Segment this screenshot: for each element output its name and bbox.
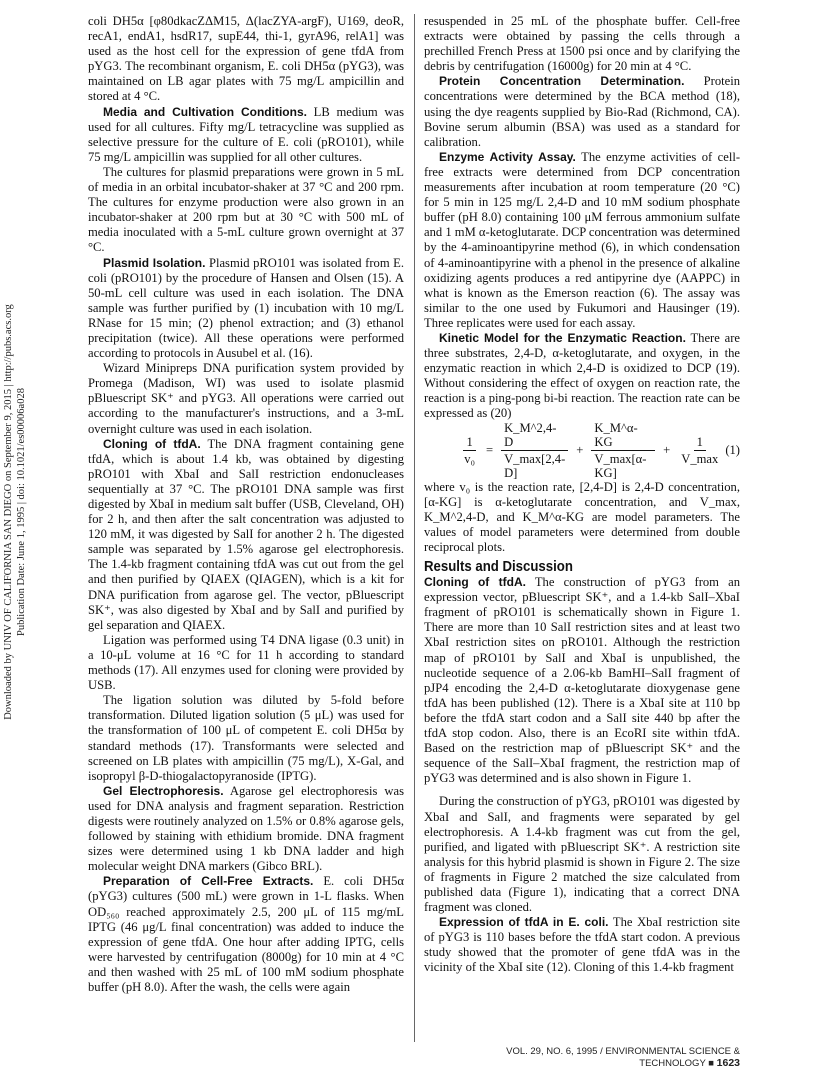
subheading-kinetic: Kinetic Model for the Enzymatic Reaction. — [439, 330, 686, 345]
subheading-enzyme: Enzyme Activity Assay. — [439, 149, 576, 164]
right-column — [424, 14, 740, 976]
numerator: K_M^α-KG — [591, 421, 655, 451]
paragraph-ligation: Ligation was performed using T4 DNA ligase (0.3 unit) in a 10-μL volume at 16 °C for 11 h according to standard methods (17). All enzymes used for cloning were provided by USB. — [88, 632, 404, 693]
equation-1: $\frac{1}{\text{v₀}}$ = $\frac{K\_M\^{}2,4-D}{V\_\max[2,4-D]}$ + $\frac{K\_M\^{}\alpha-KG}{V\_\max[\alpha-KG]}$ + $\frac{1}{V\_\max}$ (1) — [424, 428, 740, 474]
page-footer — [460, 1046, 740, 1069]
denominator: V_max[α-KG] — [594, 452, 647, 481]
subheading-gel: Gel Electrophoresis. — [103, 783, 224, 798]
paragraph-text: The XbaI restriction site of pYG3 is 110 bases before the tfdA start codon. A previous study showed that the promoter of gene tfdA was in the vicinity of the XbaI site (12). Cloning of this 1.4-kb fragment — [424, 915, 740, 975]
paragraph-host-strain: coli DH5α [φ80dkacZΔM15, Δ(lacZYA-argF), U169, deoR, recA1, endA1, hsdR17, supE44, thi-1, gyrA96, relA1] was used as the host cell for the expression of gene tfdA from pYG3. The recombinant organism, E. coli DH5α (pYG3), was maintained on LB agar plates with 75 mg/L ampicillin and stored at 4 °C. — [88, 14, 404, 104]
paragraph-plasmid — [88, 256, 404, 362]
numerator: 1 — [463, 435, 475, 451]
subheading-results-cloning: Cloning of tfdA. — [424, 575, 526, 590]
paragraph-text: There are three substrates, 2,4-D, α-ketoglutarate, and oxygen, in the enzymatic reaction in which 2,4-D is oxidized to DCP (19). Without considering the effect of oxygen on reaction rate, the reaction is a ping-pong bi-bi reaction. The reaction rate can be expressed as (20) — [424, 330, 740, 421]
paragraph-results-cloning — [424, 575, 740, 786]
column-divider — [414, 14, 415, 1042]
paragraph-text: Protein concentrations were determined by the BCA method (18), using the dye reagents supplied by Bio-Rad (Richmond, CA). Bovine serum albumin (BSA) was used as a standard for calibration. — [424, 74, 741, 149]
subheading-protein: Protein Concentration Determination. — [439, 74, 685, 89]
paragraph-media — [88, 105, 404, 165]
paragraph-expression — [424, 915, 740, 975]
paragraph-dilution: The ligation solution was diluted by 5-fold before transformation. Diluted ligation solution (5 μL) was used for the transformation of 100 μL of competent E. coli DH5α by standard methods (17). Transformants were selected and screened on LB plates with ampicillin (75 mg/L), X-Gal, and isopropyl β-D-thiogalactopyranoside (IPTG). — [88, 693, 404, 783]
subheading-extracts: Preparation of Cell-Free Extracts. — [103, 874, 314, 889]
equation-term — [591, 421, 655, 480]
subheading-plasmid: Plasmid Isolation. — [103, 255, 206, 270]
denominator: V_max — [681, 452, 719, 467]
paragraph-gel — [88, 784, 404, 875]
paragraph-text: Agarose gel electrophoresis was used for DNA analysis and fragment separation. Restriction digests were routinely analyzed on 1.5% or 0.8% agarose gels, followed by staining with ethidium bromide. DNA fragment sizes were determined using 1 kb DNA ladder and high molecular weight DNA markers (Gibco BRL). — [88, 783, 404, 874]
section-heading-results: Results and Discussion — [424, 558, 573, 575]
footer-bullet: ■ — [708, 1058, 714, 1069]
paragraph-wizard: Wizard Minipreps DNA purification system provided by Promega (Madison, WI) was used to isolate plasmid pBluescript SK⁺ and pYG3. All operations were carried out according to the manufacturer's instructions, and a 3-mL overnight culture was used in each isolation. — [88, 361, 404, 436]
equation-term — [678, 435, 721, 466]
paragraph-kinetic — [424, 331, 740, 422]
paragraph-text: Plasmid pRO101 was isolated from E. coli (pRO101) by the procedure of Hansen and Olsen (15). A 50-mL cell culture was used in each isolation. The DNA sample was further purified by (1) incubation with 10 mg/L RNase for 15 min; (2) phenol extraction; and (3) ethanol precipitation (twice). All these operations were performed according to protocols in Ausubel et al. (16). — [88, 255, 404, 361]
numerator: 1 — [694, 435, 706, 451]
paragraph-text: LB medium was used for all cultures. Fifty mg/L tetracycline was supplied as selective pressure for the culture of E. coli (pRO101), while 75 mg/L ampicillin was supplied for all other cultures. — [88, 104, 404, 164]
journal-citation: VOL. 29, NO. 6, 1995 / ENVIRONMENTAL SCIENCE & TECHNOLOGY — [506, 1046, 740, 1069]
download-line: Downloaded by UNIV OF CALIFORNIA SAN DIEGO on September 9, 2015 | http://pubs.acs.org — [3, 304, 14, 720]
paragraph-construction: During the construction of pYG3, pRO101 was digested by XbaI and SalI, and fragments were separated by gel electrophoresis. A 1.4-kb fragment was cut from the gel, purified, and ligated with pBluescript SK⁺. A restriction site analysis for this hybrid plasmid is shown in Figure 2. The size of fragments in Figure 2 matched the size calculated from published data (Figure 1), indicating that a correct DNA fragment was cloned. — [424, 794, 740, 915]
numerator: K_M^2,4-D — [501, 421, 568, 451]
left-column — [88, 14, 404, 995]
paragraph-text: The construction of pYG3 from an expression vector, pBluescript SK⁺, and a 1.4-kb SalI–XbaI fragment of pRO101 is schematically shown in Figure 1. There are more than 10 SalI restriction sites and at least two XbaI restriction sites on pRO101. Although the restriction map of pRO101 by SalI and XbaI is unpublished, the nucleotide sequence of a 2.06-kb BamHI–SalI fragment of pJP4 encoding the 2,4-D α-ketoglutarate dioxygenase gene tfdA has been published (12). There is a XbaI site at 110 bp before the tfdA start codon and a SalI site 440 bp after the tfdA stop codon. Also, there is an EcoRI site within tfdA. Based on the restriction map of pBluescript SK⁺ and the sequence of the SalI–XbaI fragment, the restriction map of pYG3 was determined and is also shown in Figure 1. — [424, 575, 740, 786]
paragraph-enzyme — [424, 150, 740, 331]
denominator: V_max[2,4-D] — [504, 452, 566, 481]
equation-term — [501, 421, 568, 480]
equation-term — [461, 435, 478, 466]
publication-line: Publication Date: June 1, 1995 | doi: 10.1021/es00006a028 — [16, 388, 27, 636]
paragraph-cloning — [88, 437, 404, 633]
paragraph-extracts — [88, 874, 404, 995]
paragraph-where: where v₀ is the reaction rate, [2,4-D] is 2,4-D concentration, [α-KG] is α-ketoglutarate concentration, and V_max, K_M^2,4-D, and K_M^α-KG are model parameters. The values of model parameters were determined from double reciprocal plots. — [424, 479, 740, 554]
paragraph-text: The enzyme activities of cell-free extracts were determined from DCP concentration measurements after incubation at room temperature (20 °C) for 5 min in 125 mg/L 2,4-D and 10 mM sodium phosphate buffer (pH 8.0) containing 100 μM ferrous ammonium sulfate and 1 mM α-ketoglutarate. DCP concentration was determined by the 4-aminoantipyrine method (6), in which condensation of 4-aminoantipyrine with a phenol in the presence of alkaline oxidizing agents produces a red antipyrine dye (AAPPC) in what is known as the Emerson reaction (6). The assay was similar to the one used by Fukumori and Hausinger (19). Three replicates were used for each assay. — [424, 149, 741, 330]
paragraph-cultures: The cultures for plasmid preparations were grown in 5 mL of media in an orbital incubator-shaker at 37 °C and 200 rpm. The cultures for enzyme production were also grown in an incubator-shaker at 200 rpm but at 30 °C with 500 mL of media inoculated with a 5-mL culture grown overnight at 37 °C. — [88, 164, 404, 255]
subheading-expression: Expression of tfdA in E. coli. — [439, 915, 609, 930]
paragraph-resuspend: resuspended in 25 mL of the phosphate buffer. Cell-free extracts were obtained by passing the cells through a prechilled French Press at 1500 psi once and by clarifying the debris by centrifugation (16000g) for 20 min at 4 °C. — [424, 14, 740, 74]
subheading-cloning: Cloning of tfdA. — [103, 436, 201, 451]
denominator: v₀ — [464, 452, 475, 467]
page-number: 1623 — [716, 1057, 740, 1069]
subheading-media: Media and Cultivation Conditions. — [103, 104, 307, 119]
paragraph-text: The DNA fragment containing gene tfdA, which is about 1.4 kb, was obtained by digesting pRO101 with XbaI and SalI restriction endonucleases sequentially at 37 °C. The pRO101 DNA sample was first digested by XbaI in medium salt buffer (USB, Cleveland, OH) for 2 h, and then after the salt concentration was adjusted to 120 mM, it was digested by SalI for another 2 h. The digested sample was separated by 1.5% agarose gel electrophoresis. The 1.4-kb fragment containing tfdA was cut out from the gel and then purified by QIAEX (QIAGEN), which is a kit for DNA purification from agarose gel. The vector, pBluescript SK⁺, was also digested by XbaI and by SalI and purified by gel separation and QIAEX. — [88, 436, 404, 632]
equation-number: (1) — [725, 442, 740, 457]
download-watermark — [2, 212, 32, 812]
paragraph-protein — [424, 74, 740, 149]
paragraph-text: E. coli DH5α (pYG3) cultures (500 mL) were grown in 1-L flasks. When OD₅₆₀ reached approximately 2.5, 200 μL of 115 mg/mL IPTG (46 μg/L final concentration) was added to induce the expression of gene tfdA. One hour after adding IPTG, cells were harvested by centrifugation (8000g) for 10 min at 4 °C and then washed with 25 mL of 100 mM sodium phosphate buffer (pH 8.0). After the wash, the cells were again — [88, 874, 404, 994]
